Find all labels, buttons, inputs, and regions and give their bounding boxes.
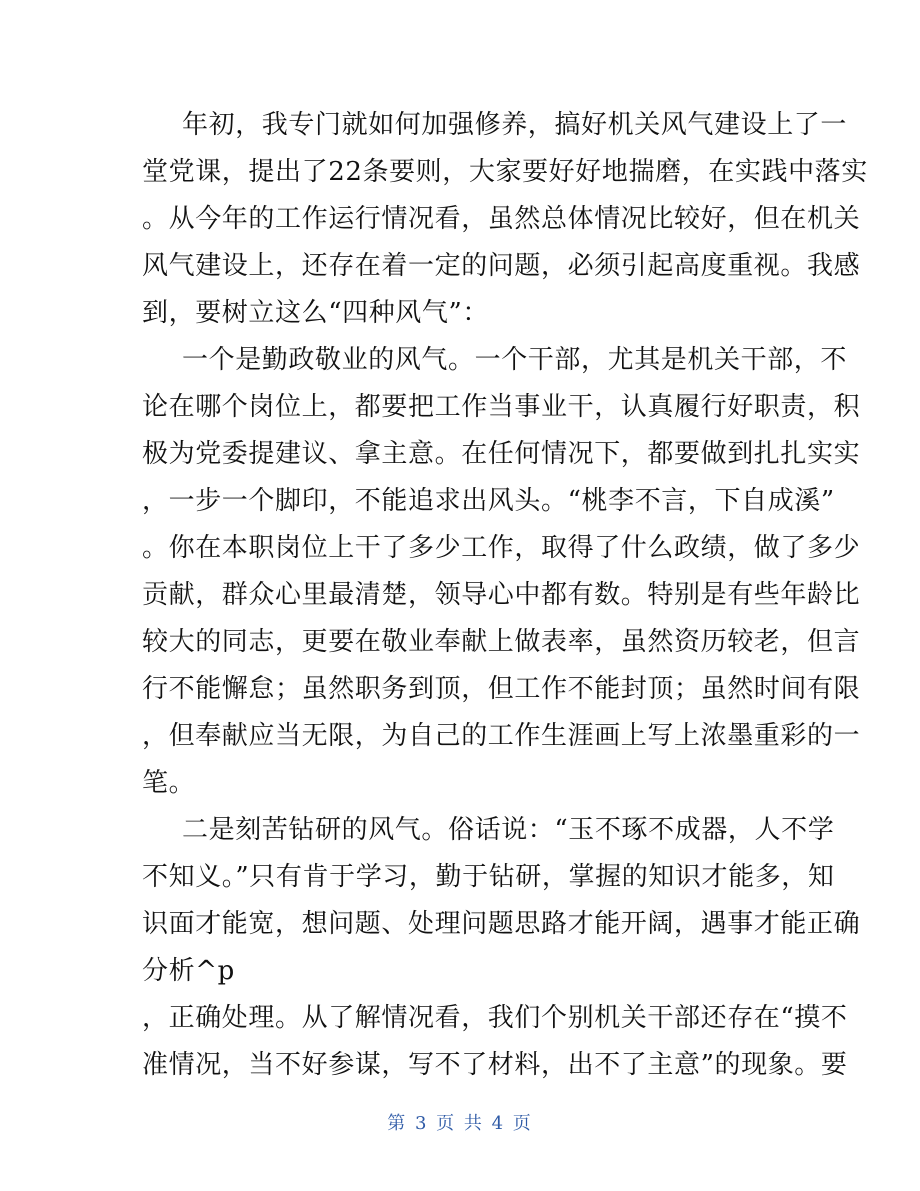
paragraph-line: 风气建设上，还存在着一定的问题，必须引起高度重视。我感 — [142, 251, 861, 281]
paragraph-line: 。从今年的工作运行情况看，虽然总体情况比较好，但在机关 — [142, 204, 861, 234]
paragraph-line: 分析^p — [142, 956, 235, 986]
paragraph-line: 行不能懈怠；虽然职务到顶，但工作不能封顶；虽然时间有限 — [142, 674, 861, 704]
paragraph-line: 。你在本职岗位上干了多少工作，取得了什么政绩，做了多少 — [142, 533, 861, 563]
paragraph-line: 识面才能宽，想问题、处理问题思路才能开阔，遇事才能正确 — [142, 909, 861, 939]
paragraph-line: 到，要树立这么“四种风气”： — [142, 298, 489, 328]
paragraph-line: 笔。 — [142, 768, 196, 798]
footer-suffix: 页 — [512, 1113, 533, 1134]
paragraph-line: 论在哪个岗位上，都要把工作当事业干，认真履行好职责，积 — [142, 392, 861, 422]
paragraph-line: 堂党课，提出了22条要则，大家要好好地揣磨，在实践中落实 — [142, 157, 868, 187]
paragraph-line: ，正确处理。从了解情况看，我们个别机关干部还存在“摸不 — [142, 1003, 848, 1033]
paragraph-line: ，但奉献应当无限，为自己的工作生涯画上写上浓墨重彩的一 — [142, 721, 861, 751]
page-footer — [0, 1112, 920, 1136]
paragraph-line: 贡献，群众心里最清楚，领导心中都有数。特别是有些年龄比 — [142, 580, 861, 610]
footer-total-pages: 4 — [491, 1113, 506, 1134]
paragraph-line: 年初，我专门就如何加强修养，搞好机关风气建设上了一 — [182, 110, 848, 140]
paragraph-line: 极为党委提建议、拿主意。在任何情况下，都要做到扎扎实实 — [142, 439, 861, 469]
footer-prefix: 第 — [387, 1113, 408, 1134]
footer-middle: 页 共 — [436, 1113, 484, 1134]
paragraph-line: ，一步一个脚印，不能追求出风头。“桃李不言，下自成溪” — [142, 486, 835, 516]
paragraph-line: 较大的同志，更要在敬业奉献上做表率，虽然资历较老，但言 — [142, 627, 861, 657]
paragraph-line: 一个是勤政敬业的风气。一个干部，尤其是机关干部，不 — [182, 345, 848, 375]
paragraph-line: 不知义。”只有肯于学习，勤于钻研，掌握的知识才能多，知 — [142, 862, 835, 892]
paragraph-line: 二是刻苦钻研的风气。俗话说：“玉不琢不成器，人不学 — [182, 815, 835, 845]
footer-page-number: 3 — [414, 1113, 429, 1134]
paragraph-line: 准情况，当不好参谋，写不了材料，出不了主意”的现象。要 — [142, 1050, 848, 1080]
